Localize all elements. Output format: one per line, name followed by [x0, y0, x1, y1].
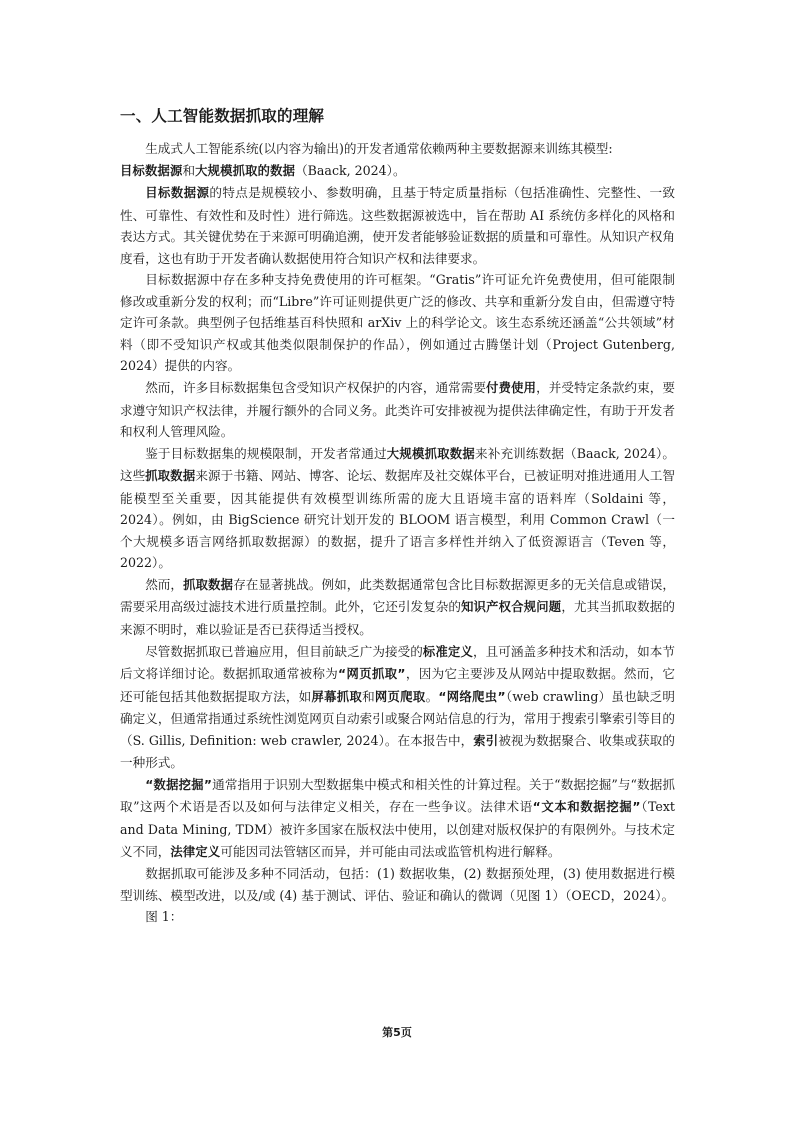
- bold-term: 法律定义: [170, 844, 221, 859]
- bold-term: 知识产权合规问题: [461, 600, 562, 615]
- paragraph-intro: [120, 138, 675, 182]
- text-run: 来源于书籍、网站、博客、论坛、数据库及社交媒体平台，已被证明对推进通用人工智能模型至关重要，因其能提供有效模型训练所需的庞大且语境丰富的语料库（Soldaini 等，2024）。例如，由 BigScience 研究计划开发的 BLOOM 语言模型，利用 Common Crawl（一个大规模多语言网络抓取数据源）的数据，提升了语言多样性并纳入了低资源语言（Teven 等，2022）。: [120, 468, 675, 571]
- bold-term: “网络爬虫”: [438, 689, 506, 704]
- bold-term: 大规模抓取的数据: [195, 163, 296, 178]
- text-run: 。: [425, 688, 439, 704]
- text-run: （Baack, 2024）。: [295, 162, 406, 178]
- text-run: 被视为数据聚合、收集或获取的一种形式。: [120, 732, 675, 771]
- bold-term: 目标数据源: [145, 186, 210, 201]
- text-run: ，且可涵盖多种技术和活动，如本节后文将详细讨论。数据抓取通常被称为: [120, 643, 676, 682]
- text-run: （Text and Data Mining, TDM）被许多国家在版权法中使用，以创建对版权保护的有限例外。与技术定义不同，: [120, 799, 675, 859]
- body-text: [120, 138, 675, 928]
- bold-term: “网页抓取”: [338, 667, 406, 682]
- bold-term: 屏幕抓取: [311, 689, 363, 704]
- text-run: 然而，许多目标数据集包含受知识产权保护的内容，通常需要: [145, 380, 487, 396]
- bold-term: “数据挖掘”: [145, 777, 213, 792]
- bold-term: “文本和数据挖掘”: [532, 800, 641, 815]
- paragraph-data-mining: [120, 774, 675, 863]
- text-run: ，尤其当抓取数据的来源不明时，难以验证是否已获得适当授权。: [120, 599, 675, 638]
- paragraph-definitions: [120, 641, 675, 774]
- text-run: 图 1：: [145, 909, 183, 925]
- bold-term: 标准定义: [422, 644, 474, 659]
- figure-caption: [120, 906, 675, 928]
- paragraph-scraped-data: [120, 443, 675, 574]
- text-run: 可能因司法管辖区而异，并可能由司法或监管机构进行解释。: [220, 843, 561, 859]
- text-run: 鉴于目标数据集的规模限制，开发者常通过: [145, 445, 387, 461]
- paragraph-paid-use: [120, 377, 675, 443]
- bold-term: 大规模抓取数据: [386, 446, 476, 461]
- paragraph-licenses: [120, 269, 675, 377]
- text-run: ，并受特定条款约束，要求遵守知识产权法律，并履行额外的合同义务。此类许可安排被视为提供法律确定性，有助于开发者和权利人管理风险。: [120, 380, 676, 440]
- bold-term: 目标数据源: [120, 163, 183, 178]
- text-run: 通常指用于识别大型数据集中模式和相关性的计算过程。关于“数据挖掘”与“数据抓取”这两个术语是否以及如何与法律定义相关，存在一些争议。法律术语: [120, 776, 675, 815]
- text-run: ，因为它主要涉及从网站中提取数据。然而，它还可能包括其他数据提取方法，如: [120, 666, 675, 704]
- text-run: 来补充训练数据（Baack, 2024）。这些: [120, 445, 676, 484]
- paragraph-challenges: [120, 574, 675, 641]
- page-number: 第5页: [382, 1026, 412, 1039]
- bold-term: 索引: [473, 733, 499, 748]
- text-run: 然而，: [145, 576, 184, 592]
- bold-term: 付费使用: [486, 381, 537, 396]
- paragraph-activities: [120, 863, 675, 906]
- text-run: 存在显著挑战。例如，此类数据通常包含比目标数据源更多的无关信息或错误，需要采用高级过滤技术进行质量控制。此外，它还引发复杂的: [120, 576, 676, 615]
- text-run: 的特点是规模较小、参数明确，且基于特定质量指标（包括准确性、完整性、一致性、可靠性、有效性和及时性）进行筛选。这些数据源被选中，旨在帮助 AI 系统仿多样化的风格和表达方式。其关键优势在于来源可明确追溯，使开发者能够验证数据的质量和可靠性。从知识产权角度看，这也有助于开发者确认数据使用符合知识产权和法律要求。: [120, 185, 675, 266]
- text-run: 尽管数据抓取已普遍应用，但目前缺乏广为接受的: [145, 643, 423, 659]
- text-run: 数据抓取可能涉及多种不同活动，包括：(1) 数据收集，(2) 数据预处理，(3) 使用数据进行模型训练、模型改进，以及/或 (4) 基于测试、评估、验证和确认的微调（见图 1）（OECD，2024）。: [120, 866, 675, 903]
- text-run: 和: [362, 688, 375, 704]
- bold-term: 抓取数据: [183, 577, 234, 592]
- text-run: 生成式人工智能系统(以内容为输出)的开发者通常依赖两种主要数据源来训练其模型:: [145, 141, 613, 156]
- text-run: 和: [182, 162, 196, 178]
- section-heading: 一、人工智能数据抓取的理解: [120, 107, 325, 125]
- text-run: （web crawling）虽也缺乏明确定义，但通常指通过系统性浏览网页自动索引或聚合网站信息的行为，常用于搜索引擎索引等目的（S. Gillis, Definition: web crawler, 2024）。在本报告中，: [120, 688, 675, 748]
- bold-term: 网页爬取: [374, 689, 426, 704]
- bold-term: 抓取数据: [145, 469, 196, 484]
- paragraph-target-sources: [120, 182, 675, 269]
- text-run: 目标数据源中存在多种支持免费使用的许可框架。“Gratis”许可证允许免费使用，但可能限制修改或重新分发的权利；而“Libre”许可证则提供更广泛的修改、共享和重新分发自由，但需遵守特定许可条款。典型例子包括维基百科快照和 arXiv 上的科学论文。该生态系统还涵盖“公共领域”材料（即不受知识产权或其他类似限制保护的作品），例如通过古腾堡计划（Project Gutenberg, 2024）提供的内容。: [120, 272, 675, 374]
